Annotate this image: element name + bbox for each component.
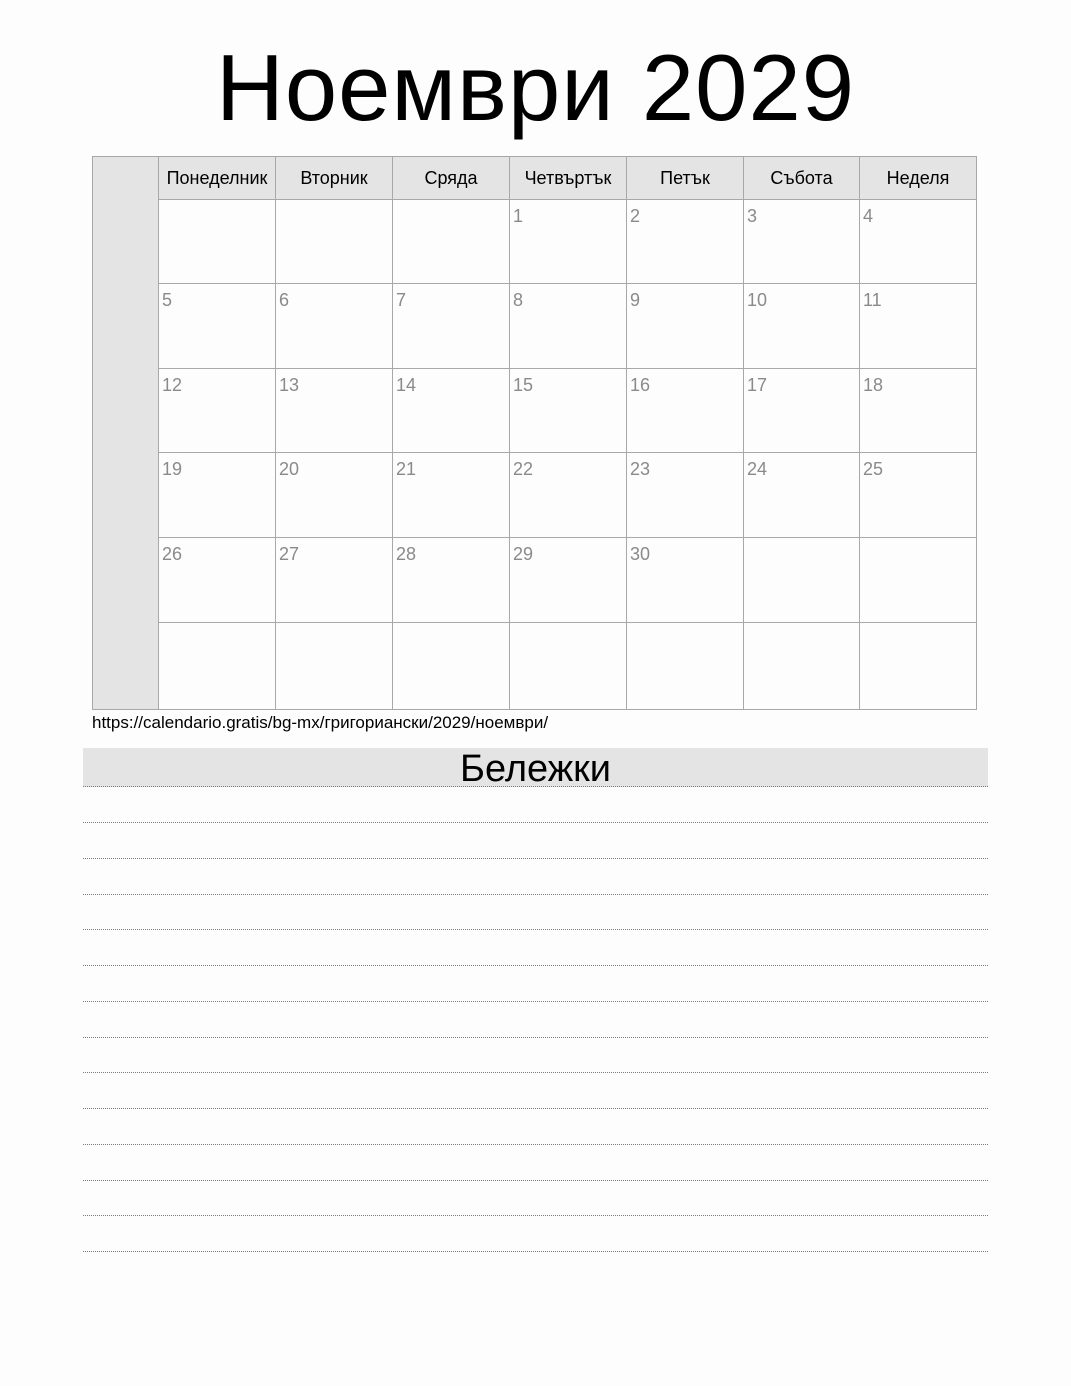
day-number: 26 [162, 544, 183, 564]
weekday-header: Сряда [393, 157, 510, 200]
day-cell [510, 284, 627, 369]
day-cell [860, 284, 976, 369]
day-cell [393, 369, 510, 453]
day-number: 16 [630, 375, 651, 395]
day-cell [159, 623, 276, 709]
note-line [83, 822, 988, 823]
day-number: 30 [630, 544, 651, 564]
week-number-column [93, 157, 159, 709]
day-cell [510, 200, 627, 284]
day-number: 14 [396, 375, 417, 395]
day-number: 13 [279, 375, 300, 395]
day-cell [744, 538, 860, 623]
day-number: 27 [279, 544, 300, 564]
day-cell [510, 369, 627, 453]
day-cell [276, 623, 393, 709]
day-cell [393, 284, 510, 369]
day-cell [159, 369, 276, 453]
day-number: 20 [279, 459, 300, 479]
weekday-header: Вторник [276, 157, 393, 200]
day-cell [744, 453, 860, 538]
day-number: 22 [513, 459, 534, 479]
note-line [83, 1180, 988, 1181]
day-number: 4 [863, 206, 874, 226]
day-number: 6 [279, 290, 290, 310]
day-cell [510, 538, 627, 623]
note-line [83, 1215, 988, 1216]
note-line [83, 965, 988, 966]
notes-header [83, 748, 988, 790]
calendar-table [159, 157, 976, 709]
day-cell [276, 200, 393, 284]
day-cell [159, 284, 276, 369]
day-cell [276, 538, 393, 623]
note-line [83, 1144, 988, 1145]
day-number: 25 [863, 459, 884, 479]
day-number: 2 [630, 206, 641, 226]
day-cell [744, 369, 860, 453]
day-cell [393, 200, 510, 284]
day-cell [627, 369, 744, 453]
day-cell [510, 453, 627, 538]
note-line [83, 1108, 988, 1109]
day-cell [860, 200, 976, 284]
day-number: 11 [863, 290, 882, 310]
day-number: 24 [747, 459, 768, 479]
day-number: 10 [747, 290, 768, 310]
day-number: 8 [513, 290, 524, 310]
day-cell [276, 369, 393, 453]
day-cell [744, 623, 860, 709]
day-cell [627, 538, 744, 623]
day-cell [159, 200, 276, 284]
note-line [83, 1251, 988, 1252]
source-url[interactable]: https://calendario.gratis/bg-mx/григориански/2029/ноември/ [92, 713, 549, 732]
weekday-header: Петък [627, 157, 744, 200]
note-line [83, 1001, 988, 1002]
day-number: 23 [630, 459, 651, 479]
day-number: 1 [513, 206, 524, 226]
day-cell [860, 453, 976, 538]
day-cell [860, 538, 976, 623]
note-line [83, 858, 988, 859]
note-line [83, 1072, 988, 1073]
day-cell [393, 538, 510, 623]
day-cell [627, 284, 744, 369]
day-cell [393, 623, 510, 709]
day-cell [627, 453, 744, 538]
day-number: 17 [747, 375, 768, 395]
weekday-header: Четвъртък [510, 157, 627, 200]
note-line [83, 1037, 988, 1038]
day-cell [276, 284, 393, 369]
weekday-header: Неделя [860, 157, 976, 200]
day-number: 18 [863, 375, 884, 395]
day-number: 5 [162, 290, 173, 310]
day-cell [276, 453, 393, 538]
day-number: 29 [513, 544, 534, 564]
day-cell [159, 453, 276, 538]
day-cell [159, 538, 276, 623]
weekday-header: Понеделник [159, 157, 276, 200]
day-cell [627, 200, 744, 284]
day-cell [860, 623, 976, 709]
note-line [83, 929, 988, 930]
day-number: 3 [747, 206, 758, 226]
page-title: Ноември 2029 [215, 35, 856, 140]
day-number: 12 [162, 375, 183, 395]
day-number: 28 [396, 544, 417, 564]
day-cell [860, 369, 976, 453]
day-cell [744, 284, 860, 369]
day-number: 21 [396, 459, 417, 479]
weekday-header: Събота [744, 157, 860, 200]
day-number: 9 [630, 290, 641, 310]
notes-title: Бележки [460, 748, 611, 790]
day-number: 7 [396, 290, 407, 310]
day-number: 15 [513, 375, 534, 395]
note-line [83, 894, 988, 895]
calendar-grid [92, 156, 977, 710]
day-cell [510, 623, 627, 709]
day-number: 19 [162, 459, 183, 479]
day-cell [393, 453, 510, 538]
day-cell [627, 623, 744, 709]
day-cell [744, 200, 860, 284]
